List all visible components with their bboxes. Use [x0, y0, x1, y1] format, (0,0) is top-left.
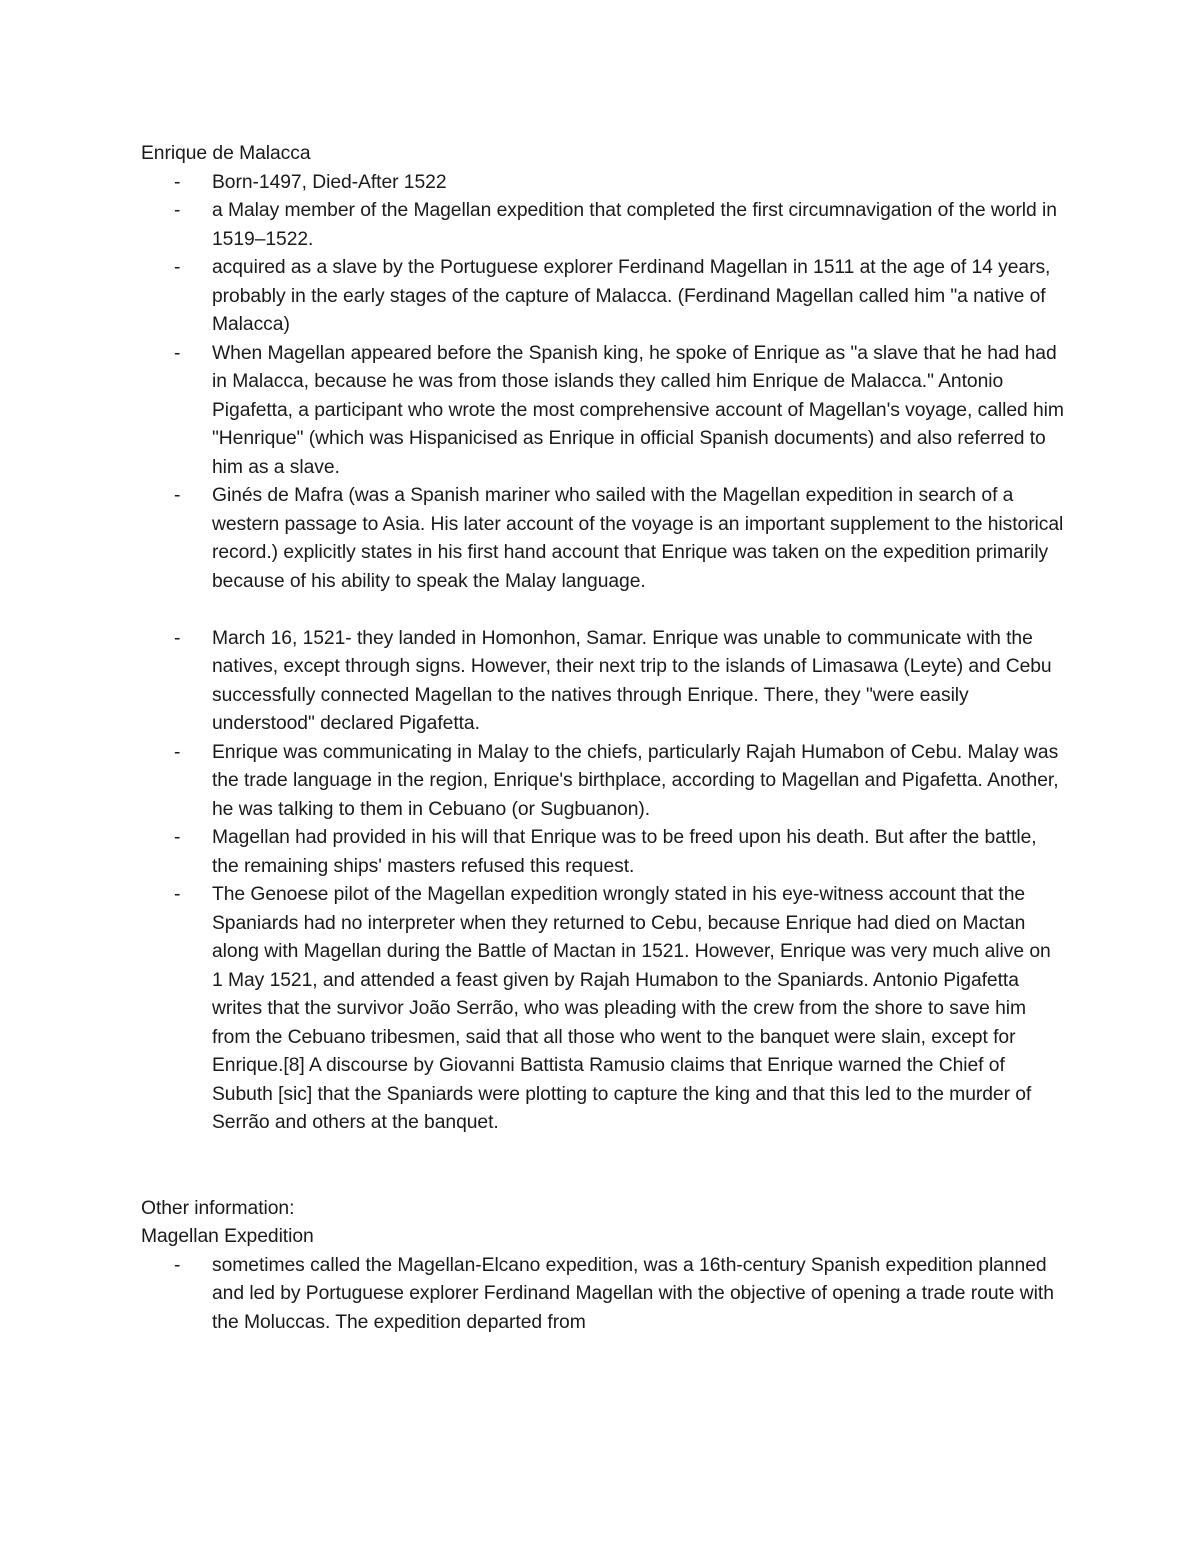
list-item-text: Born-1497, Died-After 1522	[212, 171, 447, 193]
section-title-enrique: Enrique de Malacca	[141, 143, 311, 164]
bullet-dash: -	[174, 200, 181, 221]
bullet-dash: -	[174, 884, 181, 905]
list-item	[141, 1252, 1066, 1338]
list-item	[141, 197, 1066, 254]
document-body	[141, 140, 1066, 1337]
list-item-text: sometimes called the Magellan-Elcano expedition, was a 16th-century Spanish expedition planned and led by Portuguese explorer Ferdinand Magellan with the objective of opening a trade route with the Moluccas. The expedition departed from	[212, 1254, 1054, 1333]
bullet-dash: -	[174, 1254, 181, 1276]
enrique-facts-list-a	[141, 169, 1066, 597]
list-item-text: a Malay member of the Magellan expedition that completed the first circumnavigation of the world in 1519–1522.	[212, 200, 1057, 250]
list-item-text: Ginés de Mafra (was a Spanish mariner who sailed with the Magellan expedition in search of a western passage to Asia. His later account of the voyage is an important supplement to the historical record.) explicitly states in his first hand account that Enrique was taken on the expedition primarily because of his ability to speak the Malay language.	[212, 485, 1064, 592]
list-item-text: When Magellan appeared before the Spanish king, he spoke of Enrique as "a slave that he had had in Malacca, because he was from those islands they called him Enrique de Malacca." Antonio Pigafetta, a participant who wrote the most comprehensive account of Magellan's voyage, called him "Henrique" (which was Hispanicised as Enrique in official Spanish documents) and also referred to him as a slave.	[212, 342, 1064, 478]
list-item	[141, 739, 1066, 825]
bullet-dash: -	[174, 342, 181, 364]
paragraph-spacer	[141, 596, 1066, 625]
magellan-expedition-list	[141, 1252, 1066, 1338]
bullet-dash: -	[174, 627, 181, 649]
list-item	[141, 482, 1066, 596]
list-item-text: March 16, 1521- they landed in Homonhon, Samar. Enrique was unable to communicate with the natives, except through signs. However, their next trip to the islands of Limasawa (Leyte) and Cebu successfully connected Magellan to the natives through Enrique. There, they "were easily understood" declared Pigafetta.	[212, 627, 1052, 734]
list-item-text: The Genoese pilot of the Magellan expedition wrongly stated in his eye-witness account that the Spaniards had no interpreter when they returned to Cebu, because Enrique had died on Mactan along with Magellan during the Battle of Mactan in 1521. However, Enrique was very much alive on 1 May 1521, and attended a feast given by Rajah Humabon to the Spaniards. Antonio Pigafetta writes that the survivor João Serrão, who was pleading with the crew from the shore to save him from the Cebuano tribesmen, said that all those who went to the banquet were slain, except for Enrique.[8] A discourse by Giovanni Battista Ramusio claims that Enrique warned the Chief of Subuth [sic] that the Spaniards were plotting to capture the king and that this led to the murder of Serrão and others at the banquet.	[212, 884, 1051, 1133]
list-item	[141, 340, 1066, 483]
bullet-dash: -	[174, 485, 181, 506]
other-information-label: Other information:	[141, 1197, 295, 1219]
list-item	[141, 824, 1066, 881]
bullet-dash: -	[174, 171, 181, 193]
section-spacer	[141, 1138, 1066, 1195]
bullet-dash: -	[174, 741, 181, 763]
list-item-text: Magellan had provided in his will that Enrique was to be freed upon his death. But after the battle, the remaining ships' masters refused this request.	[212, 827, 1037, 877]
bullet-dash: -	[174, 257, 181, 278]
list-item	[141, 254, 1066, 340]
list-item	[141, 625, 1066, 739]
bullet-dash: -	[174, 827, 181, 848]
section-title-magellan-expedition: Magellan Expedition	[141, 1226, 314, 1247]
list-item-text: acquired as a slave by the Portuguese explorer Ferdinand Magellan in 1511 at the age of 14 years, probably in the early stages of the capture of Malacca. (Ferdinand Magellan called him "a native of Malacca)	[212, 257, 1051, 335]
list-item	[141, 169, 1066, 198]
enrique-facts-list-b	[141, 625, 1066, 1138]
list-item-text: Enrique was communicating in Malay to the chiefs, particularly Rajah Humabon of Cebu. Malay was the trade language in the region, Enrique's birthplace, according to Magellan and Pigafetta. Another, he was talking to them in Cebuano (or Sugbuanon).	[212, 741, 1059, 820]
list-item	[141, 881, 1066, 1138]
